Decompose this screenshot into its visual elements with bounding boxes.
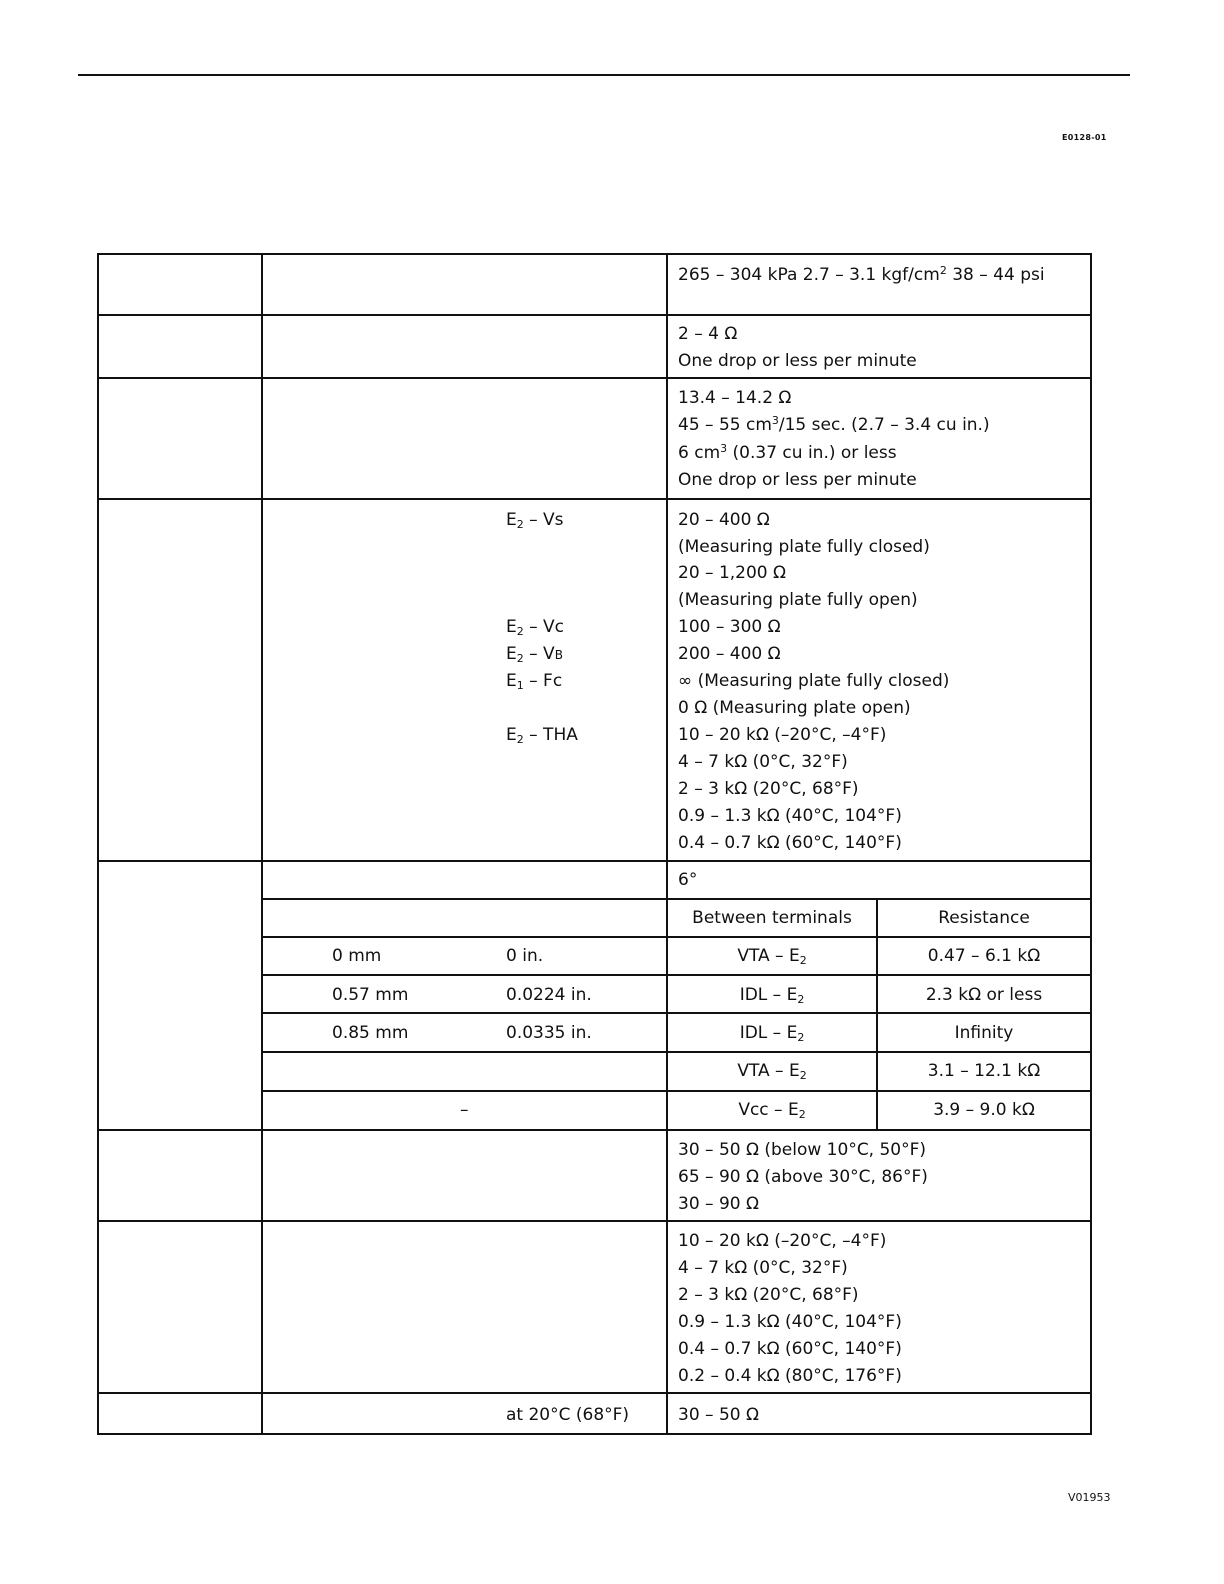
col-divider-2 [666, 253, 668, 1435]
terminal-pair: IDL – $E_2$ [739, 1023, 805, 1044]
afm-value: 200 – 400 Ω [678, 644, 781, 664]
afm-terminal: $E_1$ – Fc [506, 671, 563, 692]
resistance-value: 3.9 – 9.0 kΩ [933, 1100, 1035, 1120]
afm-terminal: $E_2$ – Vs [506, 510, 564, 531]
doc-code-top: E0128-01 [1062, 133, 1107, 142]
resistance-value: 2.3 kΩ or less [925, 985, 1043, 1005]
isc-value: 30 – 90 Ω [678, 1194, 759, 1214]
clearance-mm: – [460, 1100, 469, 1120]
afm-value: 20 – 1,200 Ω [678, 563, 787, 583]
terminal-pair: Vcc – $E_2$ [738, 1100, 806, 1121]
doc-code-bottom: V01953 [1068, 1491, 1111, 1504]
header-resistance: Resistance [938, 908, 1030, 928]
injector-volume: 45 – 55 $cm^3/15$ sec. (2.7 – 3.4 cu in.) [678, 414, 990, 435]
afm-value: 20 – 400 Ω [678, 510, 770, 530]
clearance-mm: 0 mm [332, 946, 382, 966]
water-temp-value: 0.2 – 0.4 kΩ (80°C, 176°F) [678, 1366, 902, 1386]
clearance-mm: 0.57 mm [332, 985, 409, 1005]
afm-terminal: $E_2$ – Vc [506, 617, 565, 638]
row-line [97, 1220, 1092, 1222]
afm-value: 2 – 3 kΩ (20°C, 68°F) [678, 779, 859, 799]
isc-value: 65 – 90 Ω (above 30°C, 86°F) [678, 1167, 928, 1187]
last-row-condition: at 20°C (68°F) [506, 1405, 630, 1425]
row-line [97, 1392, 1092, 1394]
last-row-value: 30 – 50 Ω [678, 1405, 759, 1425]
top-rule [78, 74, 1130, 76]
afm-value: 0 Ω (Measuring plate open) [678, 698, 911, 718]
water-temp-value: 10 – 20 kΩ (–20°C, –4°F) [678, 1231, 887, 1251]
afm-value: ∞ (Measuring plate fully closed) [678, 671, 950, 691]
cold-start-leak: One drop or less per minute [678, 351, 917, 371]
injector-resistance: 13.4 – 14.2 Ω [678, 388, 792, 408]
row-line [261, 974, 1092, 976]
resistance-value: 3.1 – 12.1 kΩ [927, 1061, 1041, 1081]
row-line [97, 860, 1092, 862]
col-divider-3 [876, 898, 878, 1130]
afm-value: 100 – 300 Ω [678, 617, 781, 637]
row-line [261, 1090, 1092, 1092]
afm-terminal: $E_2$ – THA [506, 725, 578, 746]
row-line [261, 1012, 1092, 1014]
water-temp-value: 4 – 7 kΩ (0°C, 32°F) [678, 1258, 848, 1278]
water-temp-value: 0.9 – 1.3 kΩ (40°C, 104°F) [678, 1312, 902, 1332]
row-line [261, 1051, 1092, 1053]
afm-value: 4 – 7 kΩ (0°C, 32°F) [678, 752, 848, 772]
isc-value: 30 – 50 Ω (below 10°C, 50°F) [678, 1140, 927, 1160]
injector-variation: 6 $cm^3$ (0.37 cu in.) or less [678, 442, 897, 463]
afm-value: 0.9 – 1.3 kΩ (40°C, 104°F) [678, 806, 902, 826]
clearance-in: 0 in. [506, 946, 544, 966]
afm-value: 0.4 – 0.7 kΩ (60°C, 140°F) [678, 833, 902, 853]
clearance-in: 0.0335 in. [506, 1023, 592, 1043]
afm-value: 10 – 20 kΩ (–20°C, –4°F) [678, 725, 887, 745]
row-line [97, 314, 1092, 316]
resistance-value: 0.47 – 6.1 kΩ [927, 946, 1041, 966]
clearance-in: 0.0224 in. [506, 985, 592, 1005]
angle-value: 6° [678, 870, 698, 890]
header-between-terminals: Between terminals [692, 908, 852, 928]
row-line [261, 898, 1092, 900]
row-line [97, 1129, 1092, 1131]
afm-value: (Measuring plate fully open) [678, 590, 918, 610]
row-line [97, 377, 1092, 379]
water-temp-value: 0.4 – 0.7 kΩ (60°C, 140°F) [678, 1339, 902, 1359]
row-line [261, 936, 1092, 938]
afm-value: (Measuring plate fully closed) [678, 537, 930, 557]
terminal-pair: VTA – $E_2$ [737, 1061, 807, 1082]
col-divider-1 [261, 253, 263, 1435]
row-line [97, 498, 1092, 500]
injector-leak: One drop or less per minute [678, 470, 917, 490]
resistance-value: Infinity [954, 1023, 1014, 1043]
clearance-mm: 0.85 mm [332, 1023, 409, 1043]
fuel-pressure-value: 265 – 304 kPa 2.7 – 3.1 kgf/$cm^2$ 38 – 44 psi [678, 264, 1045, 285]
terminal-pair: IDL – $E_2$ [739, 985, 805, 1006]
cold-start-resistance: 2 – 4 Ω [678, 324, 738, 344]
terminal-pair: VTA – $E_2$ [737, 946, 807, 967]
afm-terminal: $E_2$ – VB [506, 644, 563, 665]
water-temp-value: 2 – 3 kΩ (20°C, 68°F) [678, 1285, 859, 1305]
